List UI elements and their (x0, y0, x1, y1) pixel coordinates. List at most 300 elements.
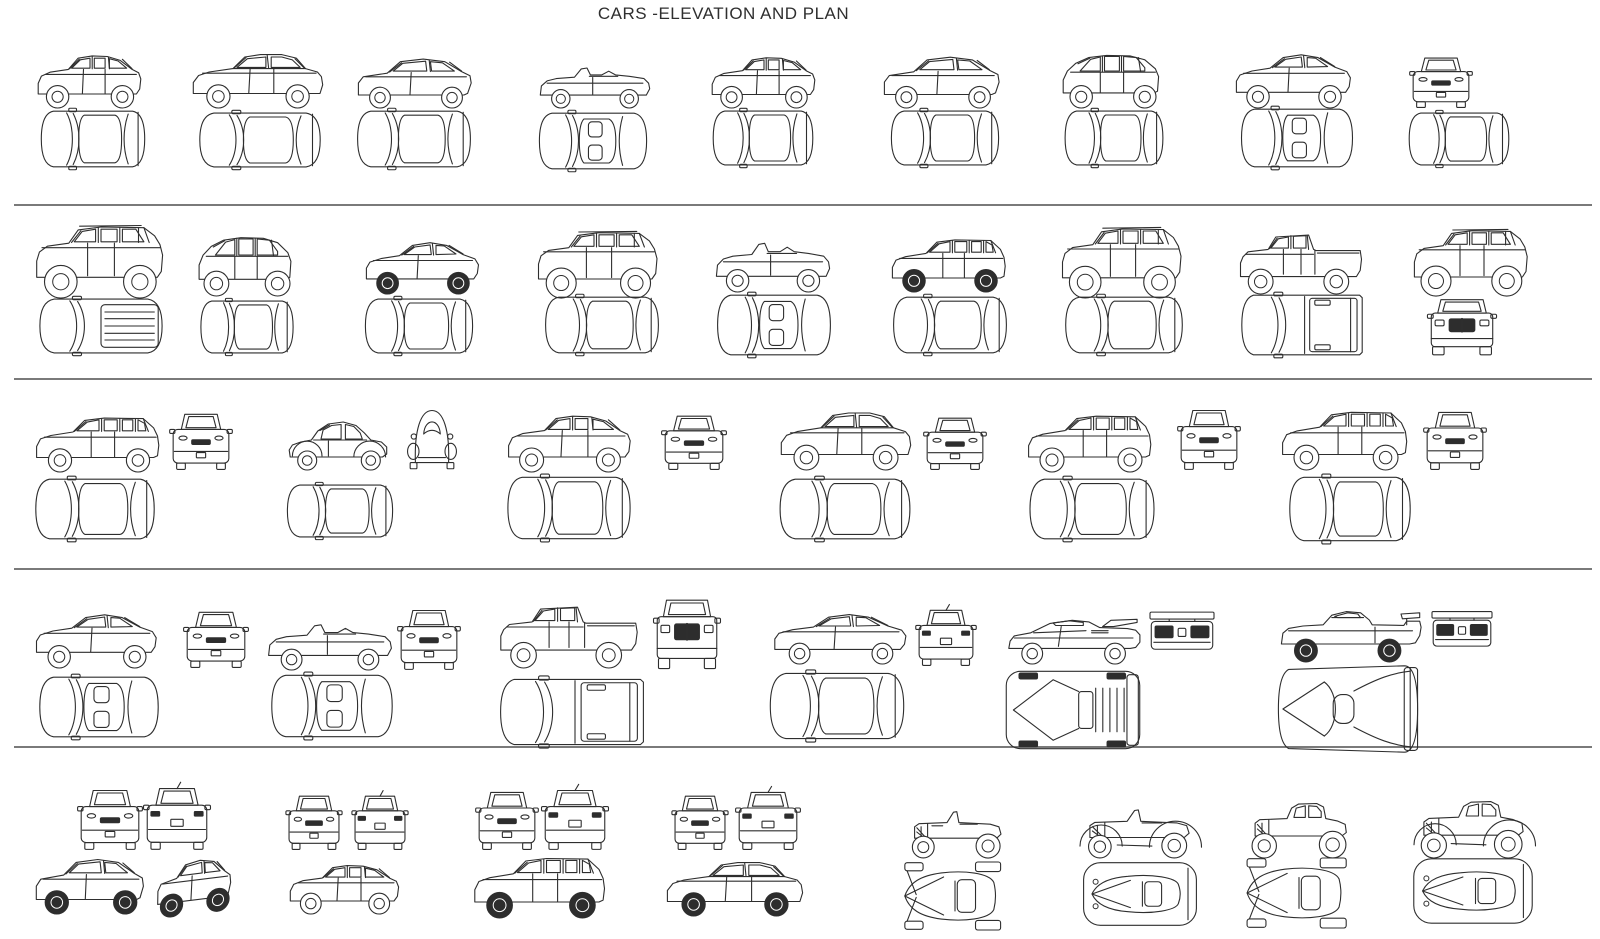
license-plate (1436, 92, 1445, 97)
mirror (1271, 166, 1279, 170)
wheel (1144, 266, 1176, 298)
car-block-hatchback-206 (36, 782, 231, 918)
roof (827, 484, 881, 535)
wheel (794, 445, 819, 470)
body (545, 807, 605, 843)
hood-line (812, 481, 819, 537)
wheel (160, 893, 183, 918)
headlight (712, 817, 719, 821)
cockpit (1079, 692, 1093, 729)
wheel (546, 268, 576, 298)
mirror (715, 618, 721, 623)
wheel (445, 663, 454, 670)
cockpit (1283, 115, 1321, 161)
suv-nitro-front-view (1427, 300, 1496, 355)
window (768, 60, 779, 70)
grille (1200, 438, 1219, 443)
hood-line (573, 299, 579, 351)
license-plate (1450, 452, 1459, 457)
wheel (1457, 102, 1466, 108)
wheel (1185, 463, 1194, 470)
wheel (570, 892, 596, 918)
hood-line (1319, 479, 1326, 538)
windshield-arc (1327, 480, 1334, 538)
mirror (740, 164, 747, 167)
panel-line (337, 878, 338, 900)
wheel (596, 448, 620, 472)
windshield-line (1053, 680, 1079, 740)
supercar-countach-side-view (1009, 619, 1140, 664)
license-plate (310, 833, 318, 838)
rear-wing (1150, 612, 1214, 619)
tail-light (358, 816, 365, 820)
wheel (217, 463, 226, 469)
plan-outline (713, 111, 813, 165)
grille (192, 440, 211, 445)
compact-mpv-plan-view (201, 298, 293, 355)
car-block-sedan-sport (780, 413, 986, 542)
wheel (873, 445, 898, 470)
car-block-hatchback-205 (286, 791, 408, 914)
suv-nitro-side-view (1414, 229, 1527, 296)
body (415, 411, 448, 463)
car-block-hotrod-coupe (1247, 804, 1346, 929)
license-plate (424, 651, 433, 657)
wagon-laguna-plan-view (1290, 474, 1410, 544)
seat (769, 329, 783, 345)
car-block-hotrod-roadster (905, 812, 1001, 930)
panel-line (91, 628, 92, 652)
license-plate (502, 832, 511, 837)
hatchback-golf-plan-view (508, 474, 630, 542)
mirror (654, 618, 660, 623)
license-plate (375, 823, 385, 829)
panel-line (234, 58, 246, 69)
plan-outline (1278, 666, 1417, 752)
roof (1445, 117, 1486, 161)
car-block-sedan-luxury (667, 786, 802, 916)
wagon-avant-front-view (476, 792, 539, 849)
car-block-wagon-impreza (36, 414, 233, 542)
hood-line (566, 115, 572, 167)
panel-line (1034, 631, 1086, 633)
pickup-crewcab-b-plan-view (501, 676, 644, 748)
mirror (72, 296, 81, 299)
window (101, 229, 117, 242)
wheel (971, 464, 980, 470)
roof (234, 305, 272, 349)
mirror (315, 482, 323, 485)
wheel (1319, 86, 1341, 108)
headlight (1469, 435, 1477, 439)
window (920, 59, 954, 69)
wheel (721, 86, 743, 108)
suv-x5-side-view (539, 231, 658, 298)
plan-outline (365, 299, 472, 353)
seat (94, 711, 109, 727)
window (1143, 231, 1163, 243)
rear-window-arc (131, 482, 136, 535)
windshield (559, 793, 591, 805)
wheel (207, 85, 230, 108)
mirror (1427, 314, 1433, 318)
window (1466, 804, 1478, 816)
mirror (394, 352, 402, 355)
hatchback-3door-ka-side-view (884, 57, 999, 108)
panel-line (1103, 227, 1161, 228)
wheel (358, 843, 366, 849)
antenna (946, 605, 949, 611)
headlight (1419, 78, 1427, 82)
front-axle (907, 871, 916, 921)
mirror (394, 296, 402, 299)
plan-outline (41, 111, 144, 167)
grille (946, 442, 965, 446)
hotrod-coupe-plan-view (1247, 858, 1346, 928)
wheel (48, 449, 71, 472)
bed (1310, 298, 1357, 351)
rear-window-arc (636, 300, 641, 350)
rear-window-arc (1159, 300, 1164, 350)
windshield-arc (237, 115, 244, 164)
suv-2door-plan-view (40, 296, 162, 355)
hatchback-205-side-view (290, 866, 398, 914)
rear-window-arc (877, 677, 882, 735)
body-teardrop (1423, 872, 1516, 910)
wheel (969, 86, 991, 108)
fender-envelope (1084, 863, 1197, 926)
wheel (620, 90, 638, 108)
windshield-arc (1279, 298, 1286, 353)
roof (819, 678, 874, 734)
wheel (177, 463, 186, 469)
rear-window-arc (448, 114, 453, 164)
hatchback-golf-side-view (509, 416, 631, 472)
wheel (896, 86, 918, 108)
wheel (298, 451, 317, 470)
wagon-passat-plan-view (1030, 476, 1154, 542)
seat (769, 305, 783, 321)
beetle-side-view (289, 422, 387, 470)
compact-mpv-side-view (199, 238, 291, 296)
grille (306, 821, 323, 825)
roof (1101, 115, 1142, 161)
hood-line (738, 113, 744, 163)
panel-line (123, 863, 134, 873)
car-block-wagon-passat (1029, 411, 1241, 542)
mirror (225, 352, 232, 355)
mirror (576, 294, 584, 297)
windshield-arc (1276, 112, 1282, 165)
plan-outline (770, 673, 903, 738)
headlight (326, 817, 333, 821)
page-title: CARS -ELEVATION AND PLAN (597, 4, 850, 23)
panel-line (379, 869, 389, 878)
wheel (1294, 445, 1319, 470)
wheel (931, 464, 940, 470)
windshield (940, 420, 970, 430)
car-block-suv-nitro (1414, 229, 1527, 354)
window (1123, 231, 1138, 243)
coupe-dark-wheels-side-view (366, 243, 478, 294)
headlight (215, 436, 223, 440)
body-teardrop (1092, 875, 1180, 912)
panel-line (74, 422, 86, 432)
windshield-arc (546, 480, 553, 536)
window (547, 860, 561, 872)
wagon-avant-front-view (542, 784, 609, 849)
wheel (552, 90, 570, 108)
wagon-laguna-side-view (1283, 412, 1407, 470)
headlight (193, 634, 201, 638)
panel-line (432, 244, 433, 255)
hatchback-205-front-view (352, 791, 408, 850)
headlight (661, 625, 670, 632)
classic-coupe-plan-view (1414, 859, 1532, 923)
seat (588, 122, 602, 137)
panel-line (546, 420, 558, 430)
hood-line (921, 299, 927, 351)
tire (1019, 741, 1037, 747)
rear-window-arc (1386, 481, 1391, 538)
panel-line (272, 240, 274, 256)
car-block-pickup-crewcab (1241, 235, 1363, 358)
pickup-crewcab-b-front-view (654, 600, 721, 668)
plan-outline (200, 113, 320, 167)
seat (327, 685, 342, 702)
tail-light (785, 814, 793, 818)
grille (684, 441, 703, 445)
window (1053, 621, 1083, 626)
plan-outline (287, 485, 392, 537)
mirror (576, 352, 584, 355)
hood-line (67, 113, 73, 165)
wheel (45, 265, 78, 298)
window (271, 57, 300, 67)
plan-outline (1065, 111, 1163, 165)
tail-light (962, 631, 970, 635)
supercar-countach-plan-view (1006, 671, 1139, 748)
windshield-arc (928, 300, 934, 351)
cabriolet-golf-plan-view (272, 672, 392, 740)
windshield (94, 793, 125, 805)
beetle-plan-view (287, 482, 392, 539)
wheel (204, 271, 229, 296)
windshield-arc (1068, 482, 1075, 537)
rear-window-arc (1489, 116, 1493, 162)
windshield (1194, 413, 1224, 425)
coupe-hardtop-side-view (775, 615, 906, 664)
wheel (442, 87, 463, 108)
headlight (411, 434, 416, 439)
wagon-impreza-side-view (37, 418, 159, 472)
window (819, 617, 851, 626)
bed-detail (1315, 345, 1330, 350)
license-plate (696, 833, 704, 838)
grille (498, 819, 517, 824)
wheel (126, 843, 135, 850)
wheel (48, 646, 70, 668)
window (104, 420, 117, 431)
mirror (72, 352, 81, 355)
roadster-mr2-front-view (184, 612, 249, 667)
panel-line (576, 608, 577, 622)
antenna (575, 784, 579, 790)
wheel (912, 836, 934, 858)
wheel (1492, 266, 1522, 296)
hood-line (536, 681, 544, 742)
wagon-avant-side-view (475, 859, 605, 919)
window (1293, 236, 1306, 248)
engine-cover-line (1354, 727, 1410, 747)
racecar-groupc-side-view (1281, 612, 1421, 662)
wheel (111, 86, 133, 108)
mirror (69, 166, 77, 169)
sedan-plan-view (200, 110, 320, 169)
headlight (671, 437, 679, 441)
hood-line (745, 297, 751, 353)
plan-outline (358, 111, 471, 167)
car-block-suv-x5 (539, 231, 659, 355)
hood-line (1094, 299, 1101, 351)
car-block-racecar-groupc (1278, 612, 1492, 753)
wheel (358, 649, 379, 670)
wheel (1089, 835, 1112, 858)
mini-mpv-plan-view (1065, 108, 1163, 167)
hatchback-golf-front-view (662, 416, 727, 469)
window (215, 240, 234, 256)
grille (100, 818, 119, 823)
plan-outline (1409, 113, 1509, 165)
rear-window-arc (1129, 482, 1134, 535)
plan-outline (891, 111, 998, 165)
wheel (405, 663, 414, 670)
mini-mpv-side-view (1063, 55, 1158, 108)
windshield-arc (399, 301, 405, 350)
car-block-wagon-avant (475, 784, 609, 918)
hood-v (1247, 873, 1287, 912)
tail-light (395, 816, 402, 820)
windshield-arc (580, 300, 586, 351)
license-plate (171, 819, 183, 826)
windshield (678, 419, 709, 430)
car-block-compact-mpv (199, 238, 293, 356)
racecar-groupc-plan-view (1278, 666, 1417, 752)
headlight (485, 815, 493, 819)
grille (206, 638, 225, 643)
panel-line (1270, 238, 1278, 249)
panel-line (756, 71, 757, 94)
cockpit (1145, 882, 1162, 906)
license-plate (689, 453, 699, 458)
plan-outline (36, 479, 154, 539)
wheel (710, 463, 719, 469)
wheel (669, 463, 678, 469)
classic-coupe-side-view (1414, 802, 1536, 858)
wheel (1494, 830, 1522, 858)
panel-line (410, 73, 411, 95)
roof (930, 115, 974, 161)
window (1275, 57, 1303, 67)
windshield (301, 799, 328, 810)
mirror (1097, 352, 1106, 355)
wheel (786, 86, 808, 108)
window (1307, 58, 1327, 68)
car-block-beetle (287, 411, 456, 540)
suv-cherokee-side-view (1063, 227, 1182, 298)
fender (408, 443, 419, 459)
panel-line (927, 243, 938, 253)
hatchback-206-persp-view (157, 857, 231, 919)
antenna (177, 782, 181, 788)
car-block-sport-wagon (892, 240, 1006, 356)
headlight (1424, 876, 1429, 881)
supercar-countach-front-view (1150, 612, 1214, 649)
antenna (380, 791, 383, 797)
wheel (1421, 266, 1451, 296)
tail-light (922, 631, 930, 635)
grille (1446, 439, 1465, 444)
body (147, 805, 207, 842)
wheel (714, 843, 722, 849)
windshield-arc (545, 682, 553, 742)
wheel (726, 270, 748, 292)
wheel (207, 887, 230, 912)
window (393, 61, 427, 71)
seat (588, 145, 602, 160)
hood-line (538, 479, 545, 537)
mirror (920, 108, 928, 111)
license-plate (1204, 451, 1213, 457)
fender (445, 443, 456, 459)
rear-window-arc (793, 114, 797, 162)
wagon-passat-side-view (1029, 416, 1151, 472)
plan-outline (501, 679, 644, 744)
wheel (369, 893, 390, 914)
plan-outline (1066, 297, 1183, 353)
window (1114, 418, 1124, 429)
wheel (447, 463, 454, 469)
window (1080, 57, 1100, 71)
mirror (1271, 106, 1279, 110)
nose-chevron (1283, 682, 1324, 736)
headlight (1480, 320, 1489, 326)
headlight (230, 634, 238, 638)
panel-line (1272, 59, 1284, 68)
mirror (568, 110, 576, 113)
seat (94, 687, 109, 703)
wheel (487, 892, 513, 918)
wheel (85, 843, 94, 850)
wheel (905, 921, 923, 929)
window (122, 420, 132, 431)
wheel (975, 270, 997, 292)
window (404, 245, 431, 255)
hatchback-206-front-view (144, 782, 211, 849)
roof (934, 301, 981, 349)
windshield-arc (1440, 115, 1446, 163)
body-teardrop (1247, 868, 1341, 918)
panel-line (74, 619, 87, 628)
window (1472, 233, 1486, 245)
car-block-suv-2door (37, 226, 163, 356)
car-block-supercar-countach (1006, 612, 1214, 749)
windshield (752, 795, 783, 806)
panel-line (937, 71, 938, 94)
car-block-compact-front-block (1409, 58, 1509, 168)
bed-detail (587, 685, 605, 690)
rear-deck-arc (361, 679, 365, 733)
